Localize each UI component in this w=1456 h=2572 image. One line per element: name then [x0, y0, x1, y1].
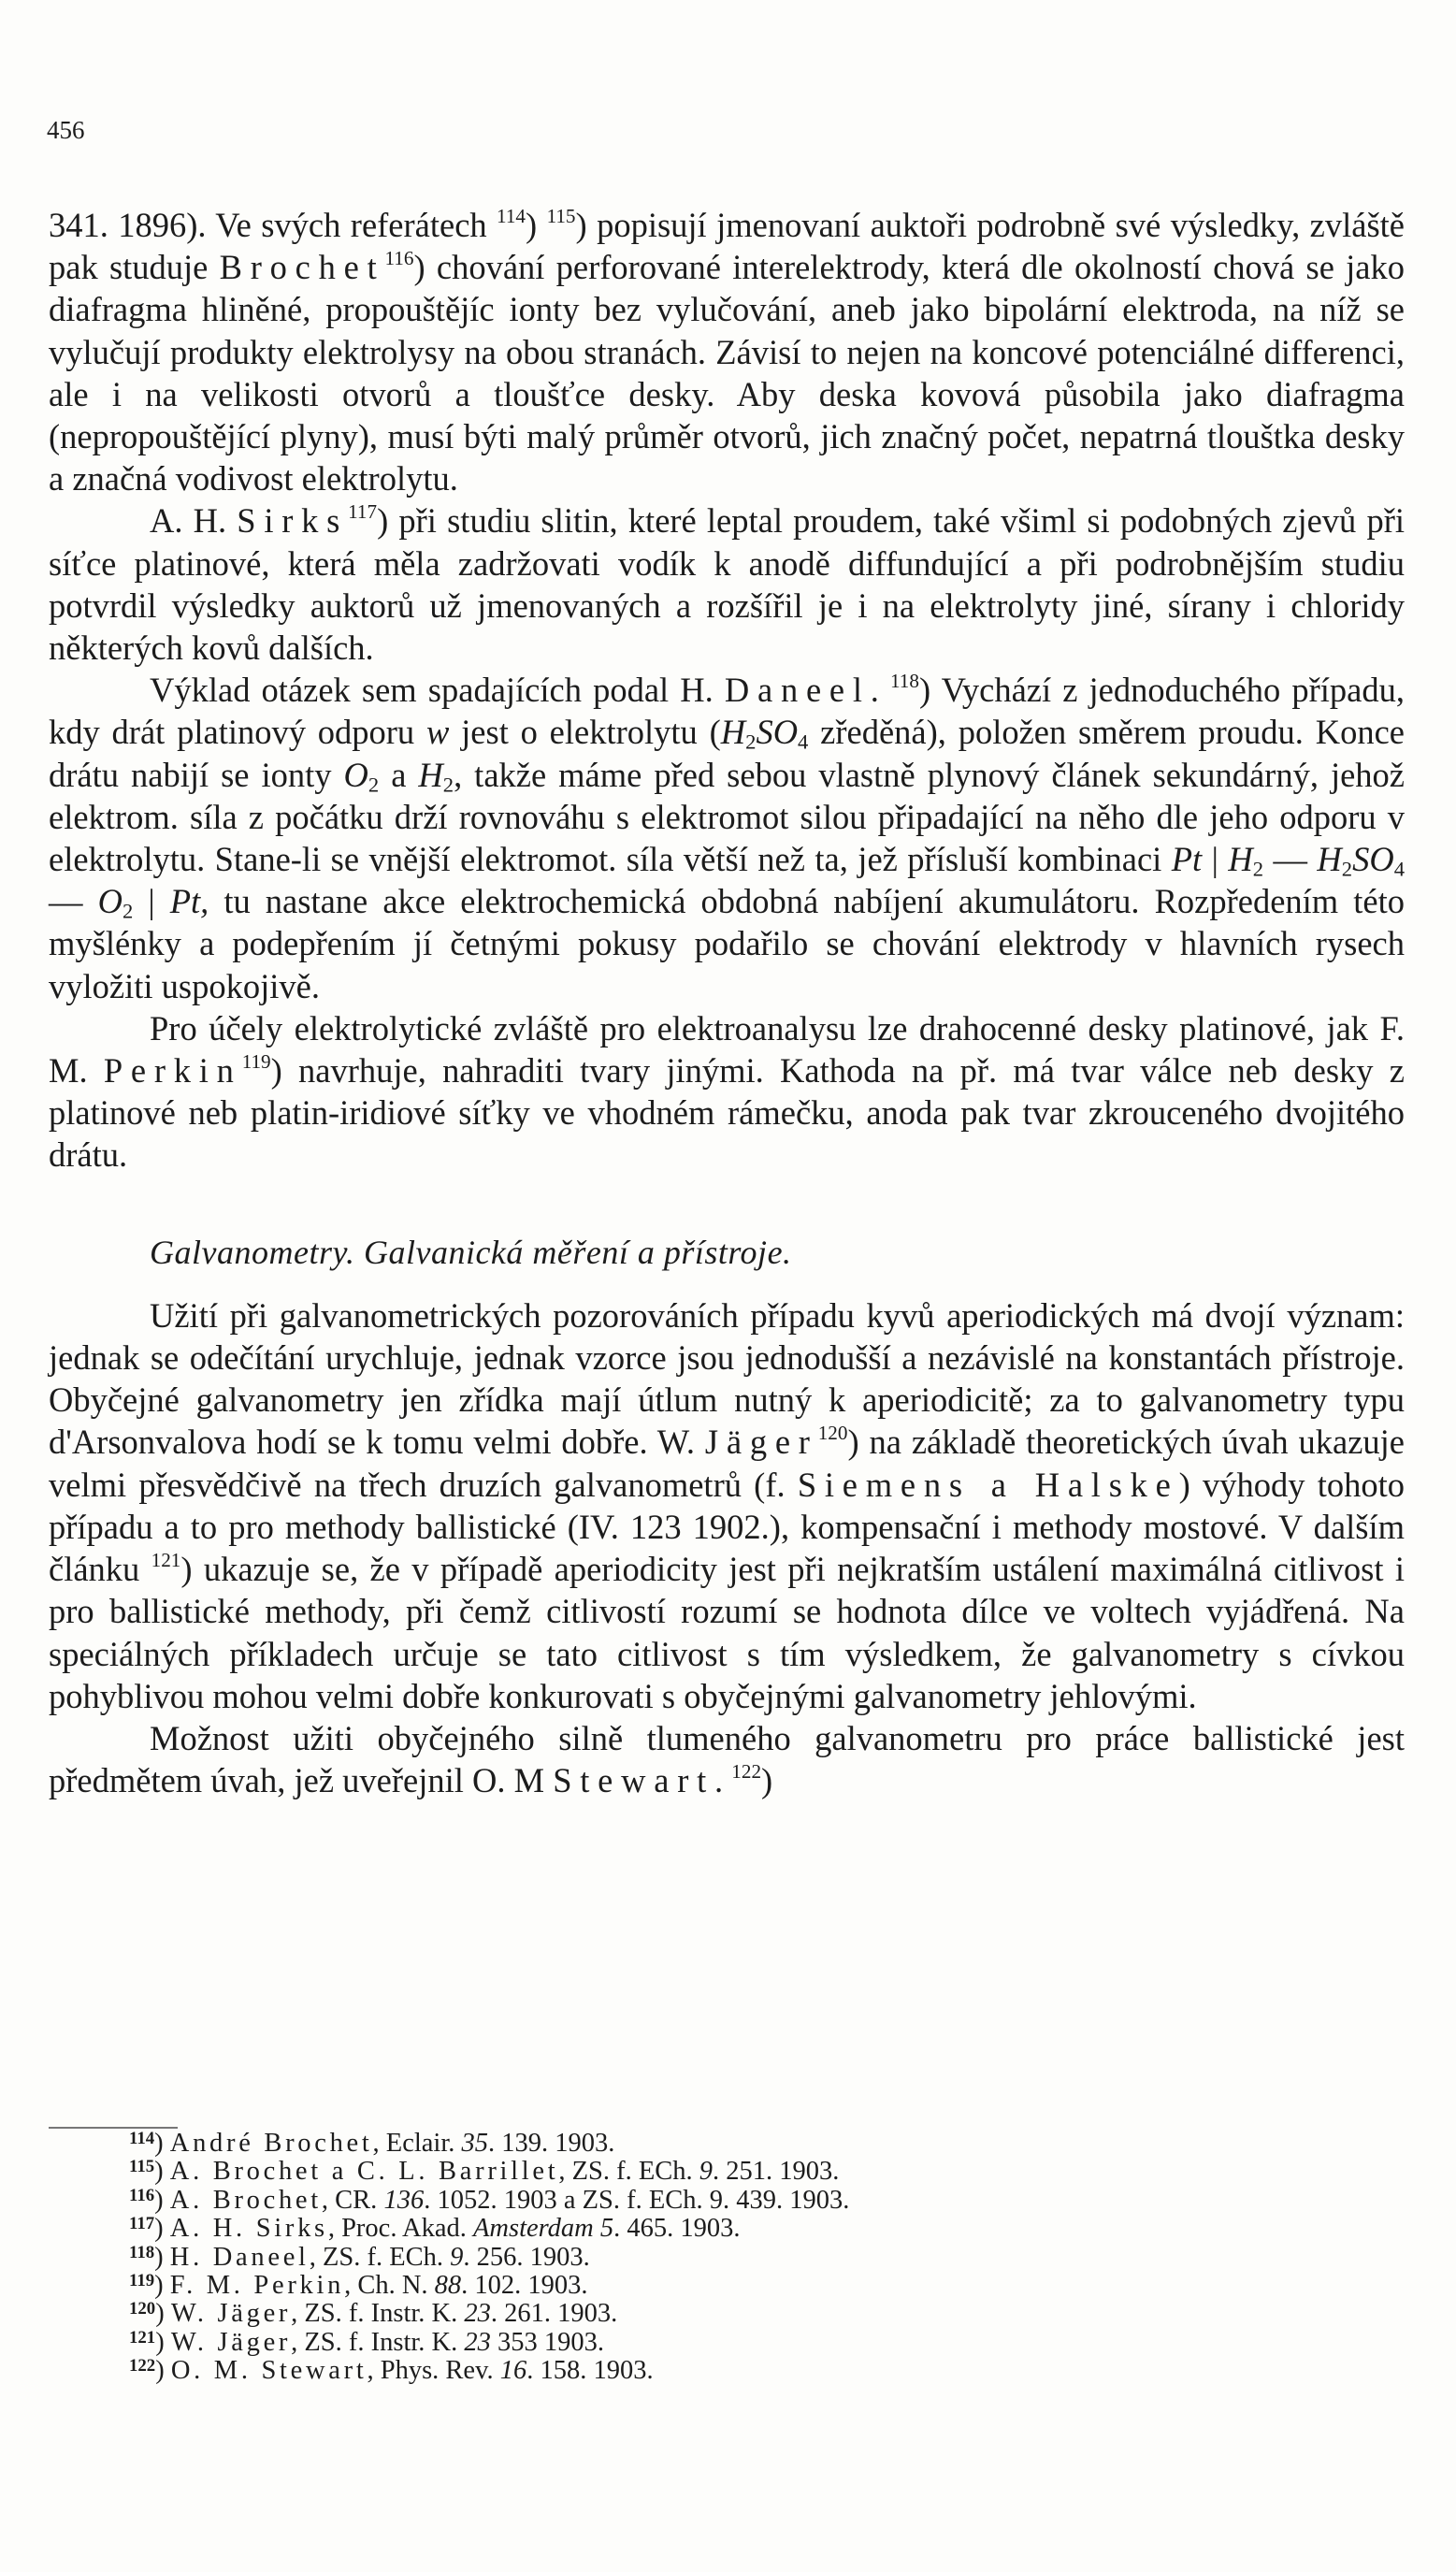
footnote-details: . 158. 1903. [526, 2356, 654, 2386]
footnote-paren: ) [154, 2129, 170, 2158]
text-run: , takže máme před sebou vlastně plynový článek sekundárný, jehož elektrom. síla z počátku drží rovnováhu s elektromot silou připadající na něho dle jeho odporu v elektrolytu. Stane-li se vnější elektromot. síla větší než ta, jež přísluší kombinaci [49, 755, 1405, 879]
footnote-item [129, 2244, 1345, 2272]
footnote-volume: 88 [434, 2271, 462, 2301]
text-run: | [133, 882, 170, 921]
footnote-mark: 122 [129, 2356, 156, 2377]
subscript: 2 [368, 773, 380, 797]
footnote-source: , ZS. f. ECh. [558, 2157, 699, 2187]
page-number: 456 [47, 116, 85, 144]
author-name: Perkin [103, 1051, 242, 1091]
math-symbol: H [1317, 840, 1342, 879]
text-run: ) navrhuje, nahraditi tvary jinými. Kathoda na př. má tvar válce neb desky z platinové neb platin-iridiové síťky ve vhodném rámečku, anoda pak tvar zkrouceného dvojitého drátu. [49, 1051, 1405, 1175]
footnote-source: , Phys. Rev. [367, 2356, 500, 2386]
footnote-item [129, 2187, 1345, 2215]
text-run: . [714, 1761, 732, 1800]
text-run: jest o elektrolytu ( [449, 713, 721, 752]
footnote-author: F. M. Perkin [169, 2271, 345, 2301]
footnote-item [129, 2130, 1345, 2158]
math-symbol: H [720, 713, 746, 752]
footnote-volume: 9 [699, 2157, 714, 2187]
footnote-ref: 118 [890, 670, 919, 693]
math-symbol: w [425, 713, 450, 752]
text-run: Možnost užiti obyčejného silně tlumeného galvanometru pro práce ballistické jest předmětem úvah, jež uveřejnil O. M [49, 1718, 1405, 1800]
footnote-source: , CR. [321, 2185, 384, 2215]
footnote-item [129, 2329, 1345, 2357]
paragraph [49, 499, 1405, 669]
footnote-item [129, 2272, 1345, 2300]
footnote-paren: ) [154, 2271, 170, 2301]
footnote-source: , ZS. f. Instr. K. [291, 2327, 465, 2357]
subscript: 4 [1393, 857, 1406, 881]
footnote-paren: ) [154, 2157, 170, 2187]
subscript: 2 [745, 730, 757, 755]
footnote-details: . 1052. 1903 a ZS. f. ECh. 9. 439. 1903. [424, 2185, 850, 2215]
math-symbol: SO [756, 713, 799, 752]
author-name: Daneel [724, 671, 871, 710]
math-symbol: Pt [1171, 840, 1203, 879]
footnote-ref: 114 [497, 205, 526, 228]
footnotes [129, 2130, 1345, 2386]
footnote-source: , Proc. Akad. [327, 2214, 473, 2244]
footnote-paren: ) [154, 2242, 170, 2272]
footnote-ref: 120 [817, 1422, 848, 1445]
footnote-ref: 121 [151, 1549, 181, 1572]
footnote-mark: 120 [129, 2299, 156, 2319]
footnote-details: 353 1903. [490, 2327, 605, 2357]
footnote-mark: 115 [129, 2157, 155, 2177]
footnote-details: . 251. 1903. [713, 2157, 840, 2187]
footnote-ref: 122 [731, 1760, 762, 1784]
text-run: Pro účely elektrolytické zvláště pro elektroanalysu lze drahocenné desky platinové, jak F. M. [49, 1008, 1405, 1091]
paragraph [49, 204, 1405, 499]
footnote-item [129, 2357, 1345, 2385]
footnote-details: . 465. 1903. [613, 2214, 741, 2244]
text-run: . [870, 671, 891, 710]
footnote-author: O. M. Stewart [170, 2356, 368, 2386]
subscript: 4 [798, 730, 809, 755]
author-name: Siemens a Halske [797, 1465, 1179, 1504]
paragraph [49, 1294, 1405, 1717]
text-run: ) Vychází z jednoduchého případu, kdy drát platinový odporu [49, 671, 1405, 752]
text-run: a [379, 755, 419, 794]
math-symbol: SO [1352, 840, 1394, 879]
footnote-author: A. H. Sirks [169, 2214, 328, 2244]
subscript: 2 [122, 899, 134, 923]
text-run: ) popisují jmenovaní auktoři podrobně své výsledky, zvláště pak studuje [49, 206, 1405, 287]
footnote-ref: 116 [384, 247, 414, 270]
footnote-ref: 119 [241, 1050, 271, 1074]
footnote-paren: ) [154, 2185, 170, 2215]
text-run: ) výhody tohoto případu a to pro methody ballistické (IV. 123 1902.), kompensační i methody mostové. V dalším článku [49, 1465, 1406, 1589]
footnote-author: André Brochet [169, 2129, 373, 2158]
author-name: Jäger [704, 1423, 818, 1462]
footnote-item [129, 2215, 1345, 2243]
text-run: Výklad otázek sem spadajících podal H. [150, 671, 725, 710]
footnote-ref: 117 [348, 500, 378, 524]
footnote-volume: 23 [464, 2327, 491, 2357]
author-name: Sirks [237, 501, 349, 541]
paragraph [49, 1717, 1405, 1801]
text-run: tu nastane akce elektrochemická obdobná nabíjení akumulátoru. Rozpředením této myšlénky a podepřením jí četnými pokusy podařilo se chování elektrody v hlavních rysech vyložiti uspokojivě. [49, 882, 1406, 1005]
footnote-author: A. Brochet [169, 2185, 322, 2215]
text-run: ) na základě theoretických úvah ukazuje velmi přesvědčivě na třech druzích galvanometrů (f. [49, 1423, 1405, 1504]
footnote-paren: ) [155, 2327, 171, 2357]
paragraph [49, 1007, 1405, 1177]
footnote-mark: 118 [129, 2242, 155, 2262]
paragraph [49, 669, 1405, 1007]
footnote-mark: 121 [129, 2327, 156, 2348]
text-run: zředěná), položen směrem proudu. Konce drátu nabijí se ionty [49, 713, 1405, 794]
footnote-author: W. Jäger [170, 2299, 292, 2329]
text-run: | [1202, 840, 1229, 879]
footnote-author: A. Brochet a C. L. Barrillet [169, 2157, 559, 2187]
footnote-paren: ) [154, 2214, 170, 2244]
footnote-details: . 256. 1903. [463, 2242, 590, 2272]
footnote-ref: 115 [546, 205, 576, 228]
footnote-source: , Eclair. [372, 2129, 462, 2158]
footnote-mark: 114 [129, 2129, 155, 2149]
author-name: Brochet [219, 248, 385, 287]
text-run: Užití při galvanometrických pozorováních případu kyvů aperiodických má dvojí význam: jednak se odečítání urychluje, jednak vzorce jsou jednodušší a nezávislé na konstantách přístroje. Obyčejné galvanometry jen zřídka mají útlum nutný k aperiodicitě; za to galvanometry typu d'Arsonvalova hodí se k tomu velmi dobře. W. [49, 1295, 1405, 1462]
text-run: ) [526, 206, 547, 244]
subscript: 2 [1341, 857, 1353, 881]
text-run: 341. 1896). Ve svých referátech [49, 206, 497, 244]
footnote-item [129, 2300, 1345, 2328]
footnote-volume: Amsterdam 5 [472, 2214, 614, 2244]
footnote-author: H. Daneel [169, 2242, 310, 2272]
footnote-author: W. Jäger [170, 2327, 292, 2357]
text-run: ) ukazuje se, že v případě aperiodicity jest při nejkratším ustálení maximálná citlivost i pro ballistické methody, při čemž citlivostí rozumí se hodnota dílce ve voltech vyjádřená. Na speciálných příkladech určuje se tato citlivost s tím výsledkem, že galvanometry s cívkou pohyblivou mohou velmi dobře konkurovati s obyčejnými galvanometry jehlovými. [49, 1550, 1405, 1715]
section-heading: Galvanometry. Galvanická měření a přístroje. [150, 1233, 792, 1271]
footnote-volume: 136 [383, 2185, 425, 2215]
footnote-volume: 35 [461, 2129, 488, 2158]
footnote-mark: 117 [129, 2214, 155, 2234]
footnote-source: , ZS. f. ECh. [309, 2242, 451, 2272]
subscript: 2 [442, 773, 454, 797]
text-run: ) chování perforované interelektrody, která dle okolností chová se jako diafragma hliněné, propouštějíc ionty bez vylučování, aneb jako bipolární elektroda, na níž se vylučují produkty elektrolysy na obou stranách. Závisí to nejen na koncové potenciálné differenci, ale i na velikosti otvorů a tloušťce desky. Aby deska kovová působila jako diafragma (nepropouštějící plyny), musí býti malý průměr otvorů, jich značný počet, nepatrná tlouštka desky a značná vodivost elektrolytu. [49, 248, 1405, 499]
text-run: ) [761, 1761, 773, 1800]
subscript: 2 [1252, 857, 1264, 881]
footnote-paren: ) [155, 2356, 171, 2386]
footnote-source: , ZS. f. Instr. K. [291, 2299, 465, 2329]
math-symbol: H [1228, 840, 1253, 879]
footnote-source: , Ch. N. [344, 2271, 435, 2301]
footnote-details: . 102. 1903. [461, 2271, 588, 2301]
footnote-item [129, 2158, 1345, 2186]
author-name: Stewart [553, 1761, 715, 1800]
text-run: A. H. [150, 501, 238, 541]
math-symbol: O [97, 882, 123, 921]
footnote-mark: 116 [129, 2185, 155, 2205]
body-text [49, 204, 1405, 1801]
footnote-volume: 16 [499, 2356, 527, 2386]
footnote-volume: 9 [450, 2242, 464, 2272]
footnote-details: . 139. 1903. [488, 2129, 615, 2158]
footnote-mark: 119 [129, 2271, 155, 2291]
footnote-paren: ) [155, 2299, 171, 2329]
text-run: — [49, 882, 98, 921]
footnote-details: . 261. 1903. [490, 2299, 618, 2329]
footnote-volume: 23 [464, 2299, 491, 2329]
math-symbol: H [418, 755, 443, 794]
math-symbol: O [343, 755, 368, 794]
text-run: — [1263, 840, 1318, 879]
text-run: ) při studiu slitin, které leptal proudem, také všiml si podobných zjevů při síťce platinové, která měla zadržovati vodík k anodě diffundující a při podrobnějším studiu potvrdil výsledky auktorů už jmenovaných a rozšířil je i na elektrolyty jiné, sírany i chloridy některých kovů dalších. [49, 501, 1405, 668]
math-symbol: Pt, [169, 882, 209, 921]
